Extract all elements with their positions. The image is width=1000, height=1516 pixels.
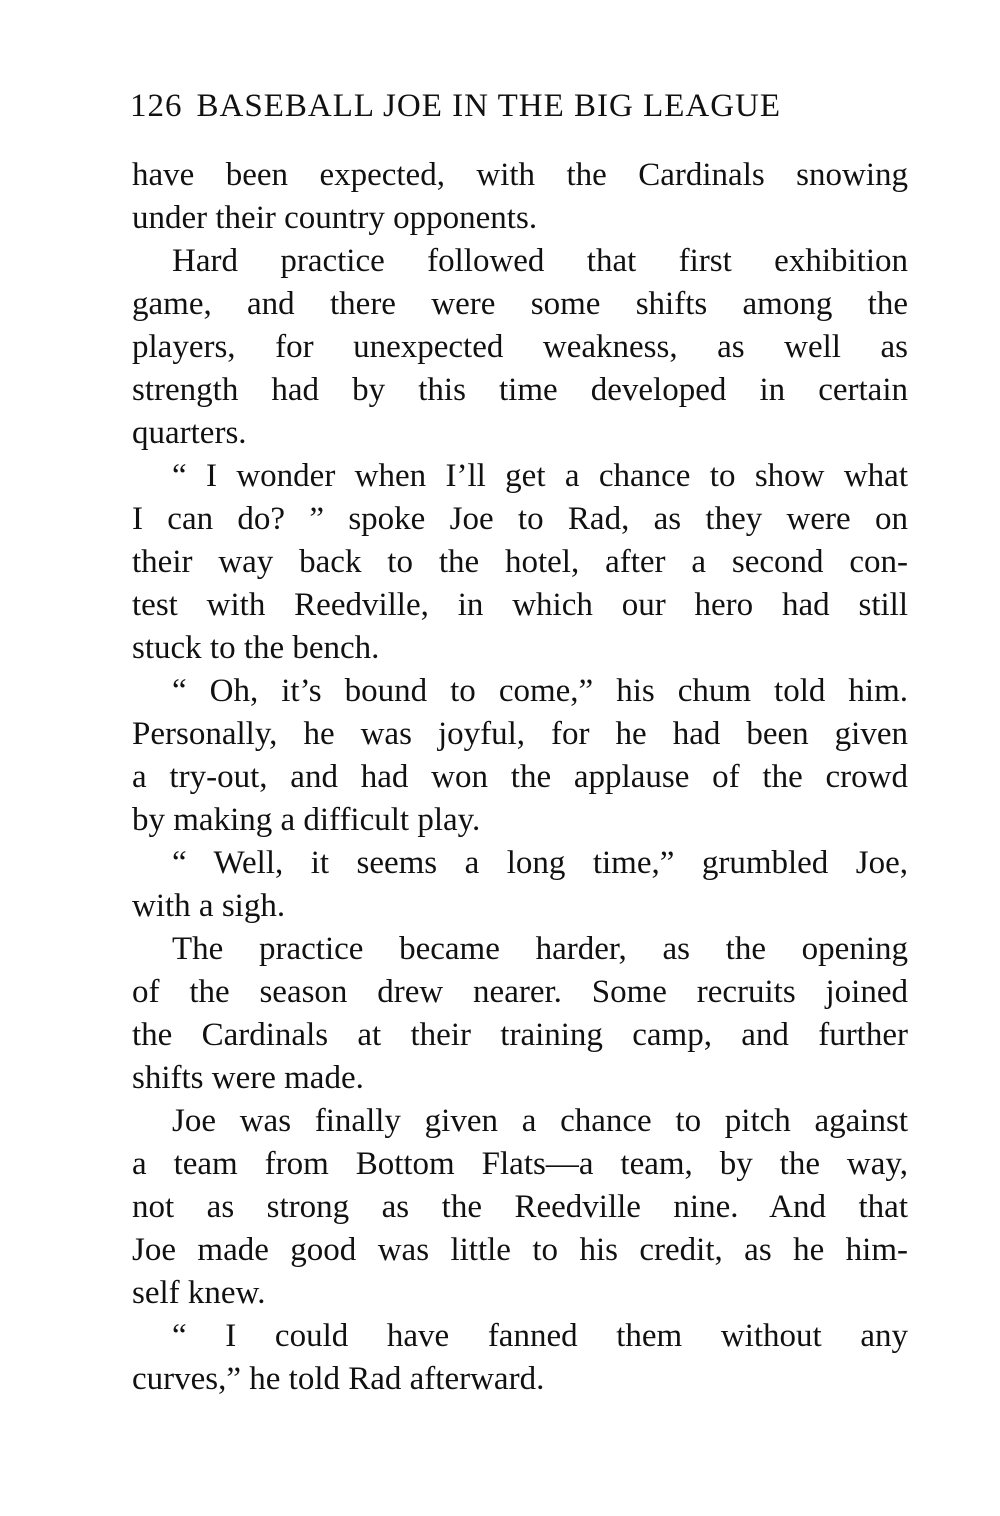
paragraph <box>132 240 908 455</box>
text-line: a try-out, and had won the applause of the crowd <box>132 759 908 795</box>
page-number: 126 <box>130 88 183 124</box>
text-line: “ I could have fanned them without any <box>172 1318 908 1354</box>
paragraph <box>132 928 908 1100</box>
text-line: Personally, he was joyful, for he had been given <box>132 716 908 752</box>
text-line: strength had by this time developed in certain <box>132 372 908 408</box>
text-line: test with Reedville, in which our hero had still <box>132 587 908 623</box>
text-line: stuck to the bench. <box>132 630 380 666</box>
text-line: curves,” he told Rad afterward. <box>132 1361 545 1397</box>
text-line: game, and there were some shifts among the <box>132 286 908 322</box>
page-header <box>130 84 910 128</box>
text-line: not as strong as the Reedville nine. And that <box>132 1189 908 1225</box>
paragraph <box>132 455 908 670</box>
text-line: I can do? ” spoke Joe to Rad, as they were on <box>132 501 908 537</box>
body-text <box>132 154 908 1401</box>
text-line: of the season drew nearer. Some recruits joined <box>132 974 908 1010</box>
paragraph <box>132 1315 908 1401</box>
text-line: Joe was finally given a chance to pitch against <box>172 1103 908 1139</box>
text-line: have been expected, with the Cardinals snowing <box>132 157 908 193</box>
text-line: players, for unexpected weakness, as well as <box>132 329 908 365</box>
text-line: Hard practice followed that first exhibition <box>172 243 908 279</box>
text-line: the Cardinals at their training camp, and further <box>132 1017 908 1053</box>
text-line: “ I wonder when I’ll get a chance to show what <box>172 458 908 494</box>
text-line: shifts were made. <box>132 1060 364 1096</box>
paragraph <box>132 1100 908 1315</box>
text-line: “ Oh, it’s bound to come,” his chum told him. <box>172 673 908 709</box>
text-line: with a sigh. <box>132 888 286 924</box>
text-line: a team from Bottom Flats—a team, by the way, <box>132 1146 908 1182</box>
text-line: Joe made good was little to his credit, as he him- <box>132 1232 908 1268</box>
paragraph <box>132 842 908 928</box>
text-line: by making a difficult play. <box>132 802 481 838</box>
text-line: “ Well, it seems a long time,” grumbled Joe, <box>172 845 908 881</box>
text-line: under their country opponents. <box>132 200 538 236</box>
text-line: quarters. <box>132 415 247 451</box>
paragraph <box>132 670 908 842</box>
text-line: self knew. <box>132 1275 266 1311</box>
text-line: their way back to the hotel, after a second con- <box>132 544 908 580</box>
paragraph <box>132 154 908 240</box>
text-line: The practice became harder, as the opening <box>172 931 908 967</box>
running-title: BASEBALL JOE IN THE BIG LEAGUE <box>196 88 782 124</box>
